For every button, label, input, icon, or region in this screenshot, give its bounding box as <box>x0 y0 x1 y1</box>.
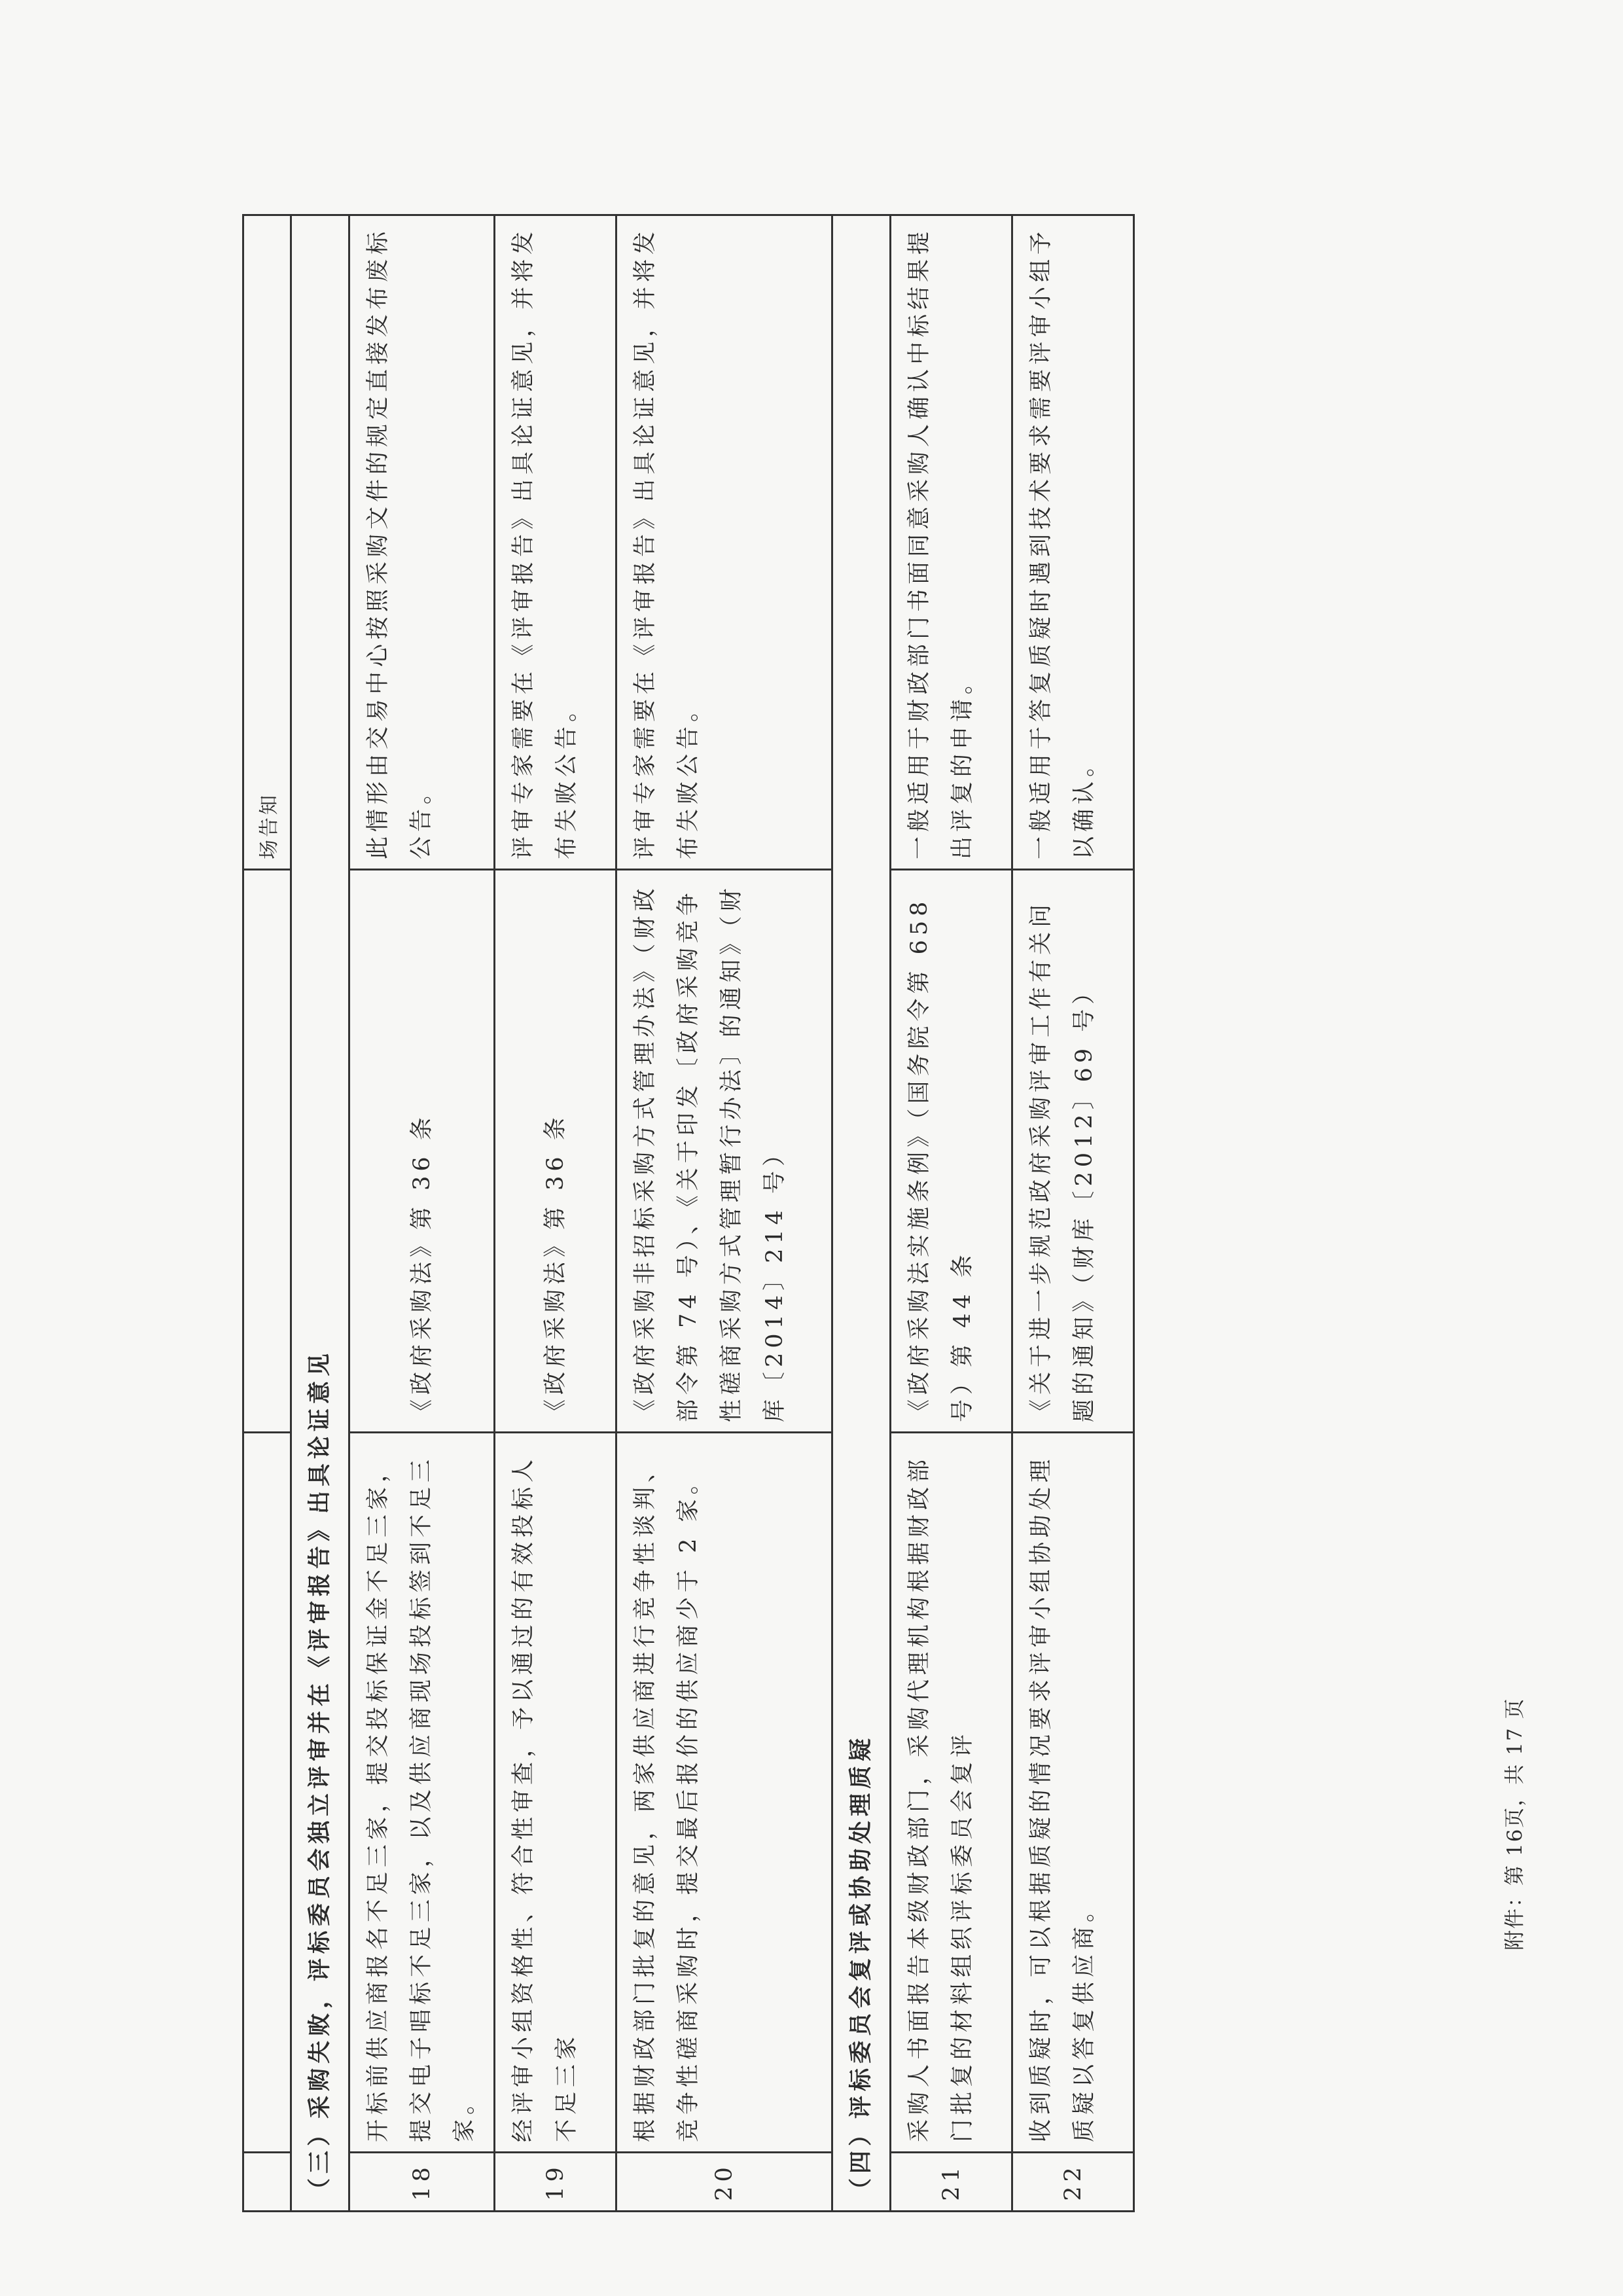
row-basis: 《关于进一步规范政府采购评审工作有关问题的通知》（财库〔2012〕69 号） <box>1012 870 1134 1433</box>
row-number: 19 <box>495 2153 616 2212</box>
top-cell-basis <box>243 870 291 1433</box>
row-basis: 《政府采购法实施条例》（国务院令第 658 号）第 44 条 <box>891 870 1012 1433</box>
top-cell-num <box>243 2153 291 2212</box>
row-remark: 一般适用于答复质疑时遇到技术要求需要评审小组予以确认。 <box>1012 215 1134 870</box>
page-footer: 附件：第 16页，共 17 页 <box>1503 1697 1527 1950</box>
row-remark: 一般适用于财政部门书面同意采购人确认中标结果提出评复的申请。 <box>891 215 1012 870</box>
section-header-row <box>291 215 349 2212</box>
rotated-page <box>242 216 1097 2212</box>
row-situation: 收到质疑时，可以根据质疑的情况要求评审小组协助处理质疑以答复供应商。 <box>1012 1433 1134 2153</box>
section-header-row <box>832 215 891 2212</box>
row-situation: 经评审小组资格性、符合性审查，予以通过的有效投标人不足三家 <box>495 1433 616 2153</box>
top-cell-remark <box>243 215 291 870</box>
row-situation: 采购人书面报告本级财政部门，采购代理机构根据财政部门批复的材料组织评标委员会复评 <box>891 1433 1012 2153</box>
table-row <box>349 215 495 2212</box>
evaluation-table <box>242 214 1135 2212</box>
table-row <box>891 215 1012 2212</box>
table-row <box>495 215 616 2212</box>
row-basis: 《政府采购法》第 36 条 <box>349 870 495 1433</box>
row-basis: 《政府采购非招标采购方式管理办法》（财政部令第 74 号）、《关于印发〔政府采购竞争性磋商采购方式管理暂行办法〕的通知》（财库〔2014〕214 号） <box>616 870 832 1433</box>
top-note: 场告知 <box>258 793 281 859</box>
row-remark: 评审专家需要在《评审报告》出具论证意见，并将发布失败公告。 <box>616 215 832 870</box>
row-number: 22 <box>1012 2153 1134 2212</box>
row-basis: 《政府采购法》第 36 条 <box>495 870 616 1433</box>
row-number: 18 <box>349 2153 495 2212</box>
row-number: 20 <box>616 2153 832 2212</box>
section-title: （三）采购失败，评标委员会独立评审并在《评审报告》出具论证意见 <box>291 215 349 2212</box>
table-top-row <box>243 215 291 2212</box>
table-row <box>616 215 832 2212</box>
section-title: （四）评标委员会复评或协助处理质疑 <box>832 215 891 2212</box>
row-situation: 根据财政部门批复的意见，两家供应商进行竞争性谈判、竞争性磋商采购时，提交最后报价的供应商少于 2 家。 <box>616 1433 832 2153</box>
top-cell-situation <box>243 1433 291 2153</box>
row-remark: 评审专家需要在《评审报告》出具论证意见，并将发布失败公告。 <box>495 215 616 870</box>
row-remark: 此情形由交易中心按照采购文件的规定直接发布废标公告。 <box>349 215 495 870</box>
row-situation: 开标前供应商报名不足三家，提交投标保证金不足三家，提交电子唱标不足三家，以及供应商现场投标签到不足三家。 <box>349 1433 495 2153</box>
table-row <box>1012 215 1134 2212</box>
row-number: 21 <box>891 2153 1012 2212</box>
